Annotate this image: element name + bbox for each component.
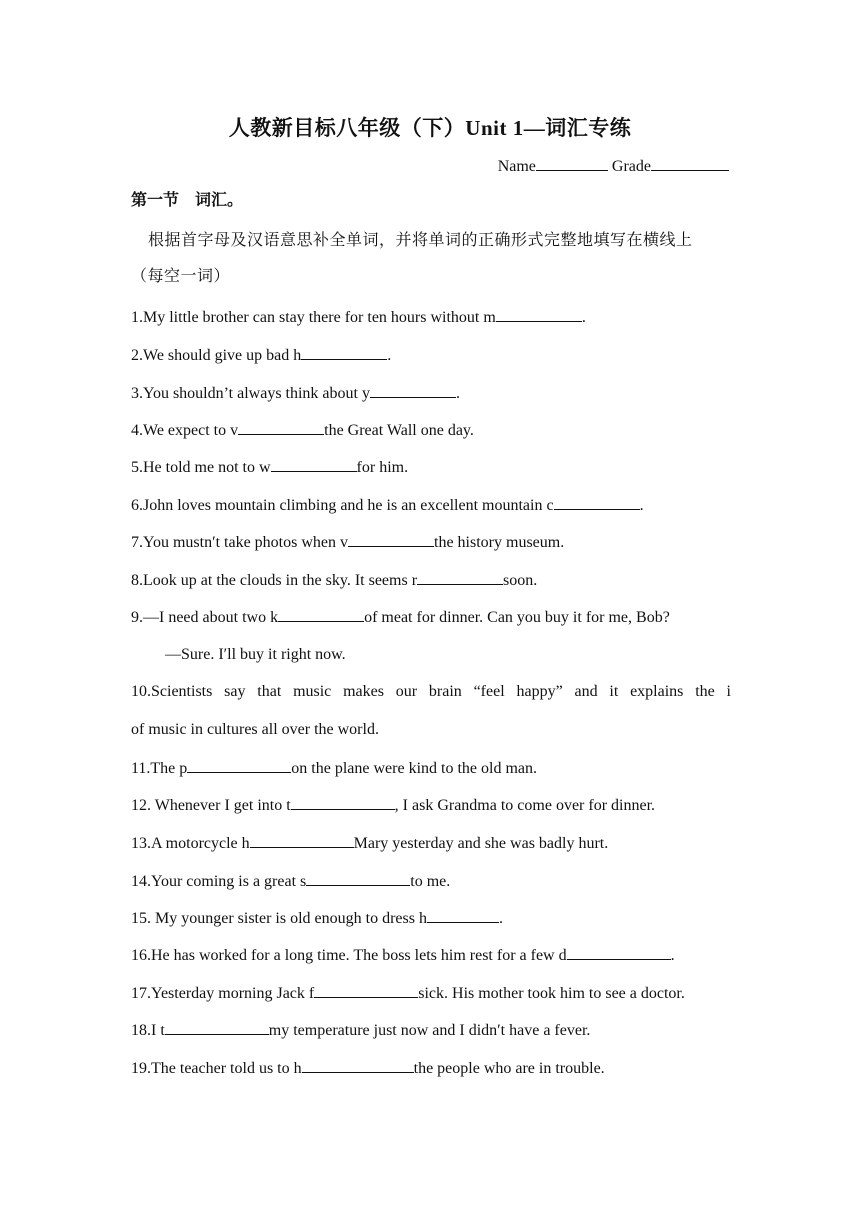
question-text: 3.You shouldn’t always think about y [131,385,370,402]
question-text: . [498,910,503,927]
question-text: 4.We expect to v [131,422,239,439]
question-18 [131,1020,731,1041]
question-9 [131,607,731,628]
question-text: . [387,347,392,364]
grade-blank[interactable] [651,156,729,171]
question-text: 12. Whenever I get into t [131,797,291,814]
question-text: 16.He has worked for a long time. The boss lets him rest for a few d [131,947,567,964]
question-19 [131,1058,731,1079]
question-text: 19.The teacher told us to h [131,1060,302,1077]
question-text: 13.A motorcycle h [131,835,250,852]
section-heading: 第一节 词汇。 [131,192,244,209]
question-8 [131,570,731,591]
worksheet-title: 人教新目标八年级（下）Unit 1—词汇专练 [228,116,632,140]
answer-blank[interactable] [417,570,503,585]
answer-blank[interactable] [187,758,291,773]
question-text: , I ask Grandma to come over for dinner. [394,797,656,814]
question-11 [131,758,731,779]
question-14 [131,871,731,892]
question-13 [131,833,731,854]
question-text: on the plane were kind to the old man. [291,760,537,777]
question-text: of meat for dinner. Can you buy it for me, Bob? [364,609,670,626]
answer-blank[interactable] [427,908,499,923]
question-15 [131,908,731,929]
question-text: 17.Yesterday morning Jack f [131,985,315,1002]
question-text: . [455,385,460,402]
question-text: . [639,497,644,514]
answer-blank[interactable] [370,383,456,398]
answer-blank[interactable] [271,457,357,472]
question-text: the Great Wall one day. [324,422,474,439]
question-text: . [581,309,586,326]
answer-blank[interactable] [314,983,418,998]
answer-blank[interactable] [302,1058,414,1073]
name-grade-line [498,156,729,176]
question-1 [131,307,731,328]
grade-label: Grade [611,158,651,175]
instruction-line-1: 根据首字母及汉语意思补全单词，并将单词的正确形式完整地填写在横线上 [148,232,693,249]
question-9-response: —Sure. I′ll buy it right now. [165,646,346,663]
answer-blank[interactable] [496,307,582,322]
question-7 [131,532,731,553]
question-text: 8.Look up at the clouds in the sky. It seems r [131,572,418,589]
question-text: to me. [410,873,451,890]
question-16 [131,945,731,966]
answer-blank[interactable] [306,871,410,886]
question-2 [131,345,731,366]
answer-blank[interactable] [238,420,324,435]
question-text: my temperature just now and I didn′t have a fever. [268,1022,591,1039]
question-17 [131,983,731,1004]
question-text: 11.The p [131,760,188,777]
question-3 [131,383,731,404]
question-6 [131,495,731,516]
question-text: the people who are in trouble. [413,1060,605,1077]
question-12 [131,795,731,816]
question-text: 14.Your coming is a great s [131,873,307,890]
answer-blank[interactable] [348,532,434,547]
answer-blank[interactable] [567,945,671,960]
question-text: soon. [503,572,538,589]
question-4 [131,420,731,441]
instruction-line-2: （每空一词） [131,268,231,285]
name-blank[interactable] [536,156,608,171]
question-text: 9.—I need about two k [131,609,279,626]
question-text: . [670,947,675,964]
question-text: for him. [356,459,409,476]
question-text: 6.John loves mountain climbing and he is an excellent mountain c [131,497,554,514]
answer-blank[interactable] [291,795,395,810]
question-text: 18.I t [131,1022,165,1039]
answer-blank[interactable] [278,607,364,622]
answer-blank[interactable] [301,345,387,360]
question-text: 5.He told me not to w [131,459,271,476]
question-text: 2.We should give up bad h [131,347,302,364]
question-10-line-1: 10.Scientists say that music makes our brain “feel happy” and it explains the i [131,683,731,700]
answer-blank[interactable] [165,1020,269,1035]
question-text: 1.My little brother can stay there for ten hours without m [131,309,496,326]
question-text: the history museum. [434,534,565,551]
name-label: Name [497,158,536,175]
question-text: sick. His mother took him to see a doctor. [418,985,685,1002]
answer-blank[interactable] [554,495,640,510]
question-5 [131,457,731,478]
question-text: Mary yesterday and she was badly hurt. [353,835,609,852]
question-text: 7.You mustn′t take photos when v [131,534,348,551]
question-10-line-2: of music in cultures all over the world. [131,721,379,738]
question-text: 15. My younger sister is old enough to dress h [131,910,427,927]
answer-blank[interactable] [250,833,354,848]
